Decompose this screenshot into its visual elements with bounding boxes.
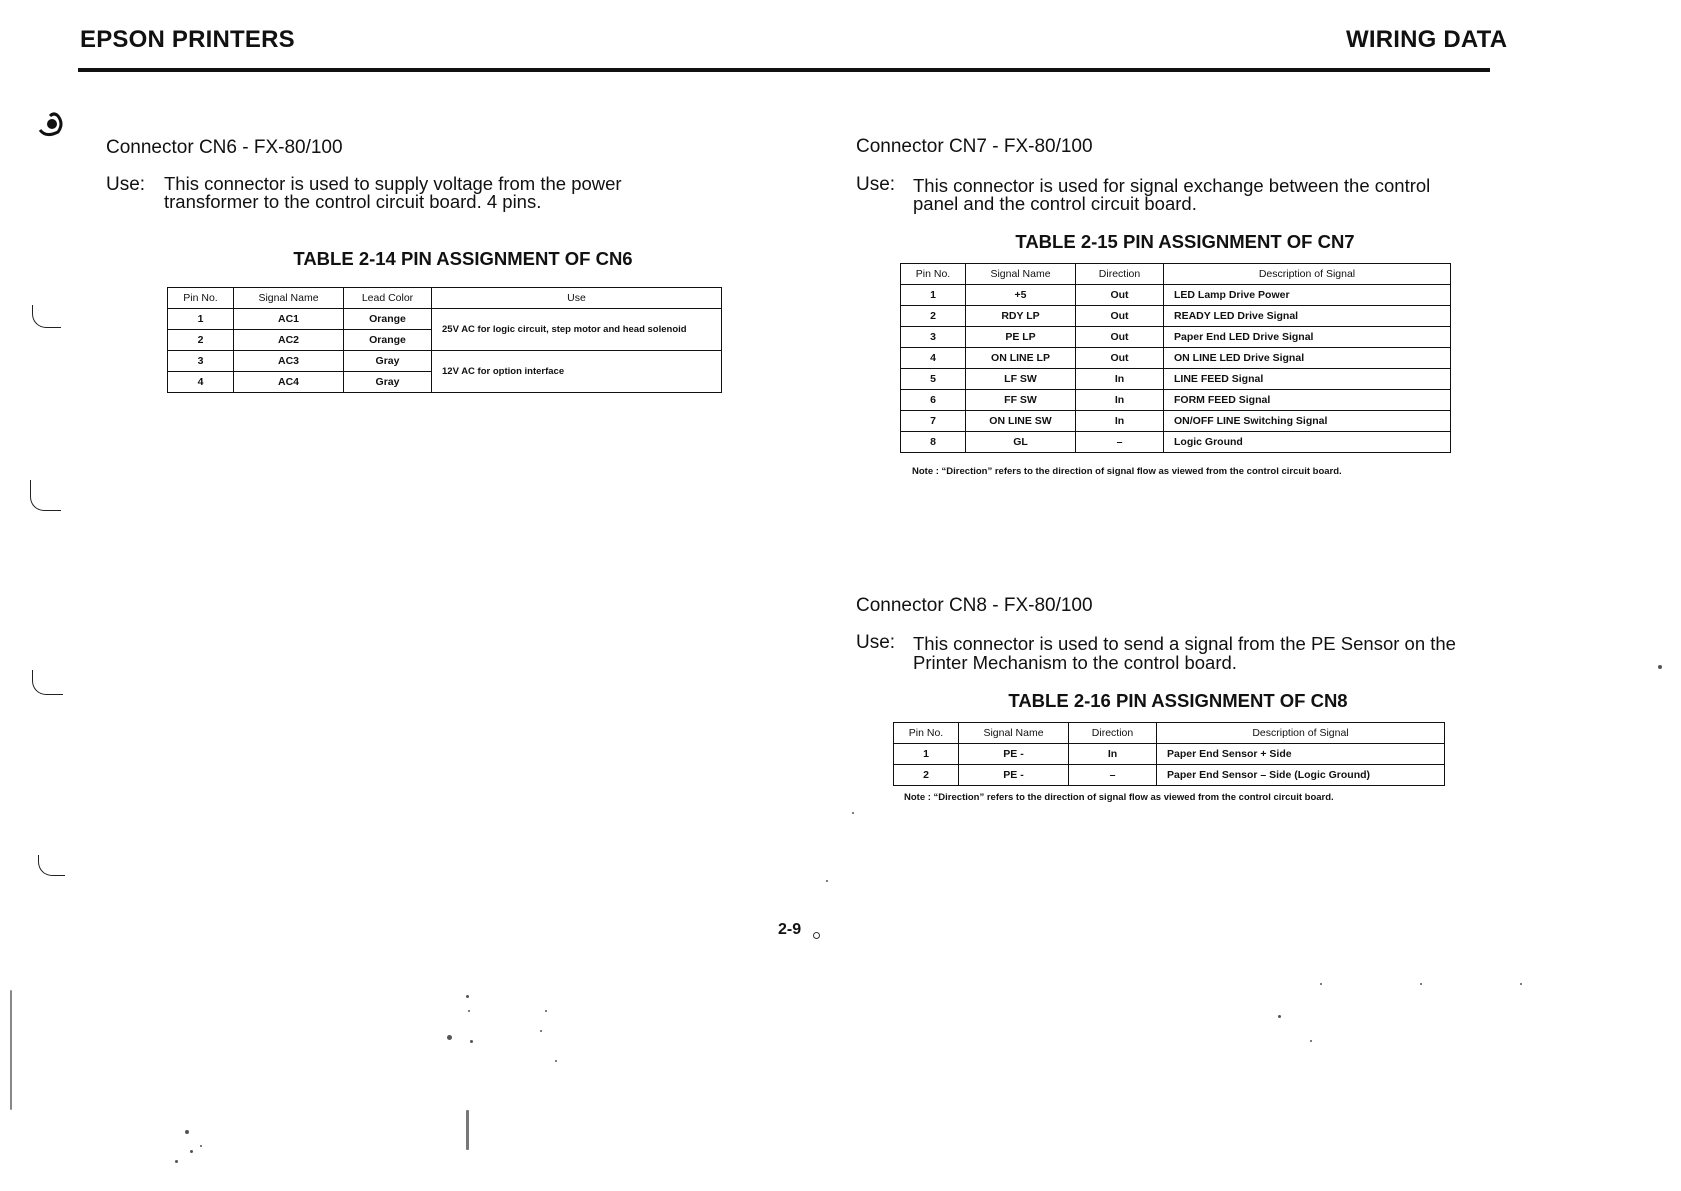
table-row xyxy=(894,744,1445,765)
cn7-use-line2: panel and the control circuit board. xyxy=(913,193,1197,214)
pin-cell: 3 xyxy=(168,351,234,372)
use-cell: 25V AC for logic circuit, step motor and head solenoid xyxy=(432,309,722,351)
signal-cell: ON LINE LP xyxy=(966,348,1076,369)
direction-cell: Out xyxy=(1076,348,1164,369)
col-header: Direction xyxy=(1069,723,1157,744)
description-cell: Paper End LED Drive Signal xyxy=(1164,327,1451,348)
pin-cell: 8 xyxy=(901,432,966,453)
col-header: Pin No. xyxy=(894,723,959,744)
cn8-table xyxy=(893,722,1445,786)
description-cell: LED Lamp Drive Power xyxy=(1164,285,1451,306)
cn6-header-row xyxy=(168,288,722,309)
cn6-use-label: Use: xyxy=(106,174,146,195)
pin-cell: 2 xyxy=(894,765,959,786)
color-cell: Orange xyxy=(344,330,432,351)
col-header: Direction xyxy=(1076,264,1164,285)
signal-cell: AC2 xyxy=(234,330,344,351)
page-number: 2-9 xyxy=(778,921,802,938)
signal-cell: PE LP xyxy=(966,327,1076,348)
description-cell: LINE FEED Signal xyxy=(1164,369,1451,390)
pin-cell: 3 xyxy=(901,327,966,348)
cn7-table-title: TABLE 2-15 PIN ASSIGNMENT OF CN7 xyxy=(1015,231,1355,252)
description-cell: READY LED Drive Signal xyxy=(1164,306,1451,327)
col-header: Lead Color xyxy=(344,288,432,309)
description-cell: Paper End Sensor + Side xyxy=(1157,744,1445,765)
direction-cell: Out xyxy=(1076,306,1164,327)
table-row xyxy=(901,432,1451,453)
stray-dot xyxy=(813,932,820,939)
col-header: Signal Name xyxy=(959,723,1069,744)
signal-cell: RDY LP xyxy=(966,306,1076,327)
table-row xyxy=(901,348,1451,369)
cn6-use-line1: This connector is used to supply voltage from the power xyxy=(164,173,622,194)
table-row xyxy=(901,390,1451,411)
color-cell: Gray xyxy=(344,372,432,393)
margin-mark-3 xyxy=(32,670,63,695)
pin-cell: 2 xyxy=(168,330,234,351)
cn7-use-label: Use: xyxy=(856,174,896,195)
header-rule xyxy=(78,68,1490,72)
color-cell: Orange xyxy=(344,309,432,330)
color-cell: Gray xyxy=(344,351,432,372)
cn8-header-row xyxy=(894,723,1445,744)
table-row xyxy=(901,327,1451,348)
signal-cell: PE - xyxy=(959,744,1069,765)
direction-cell: – xyxy=(1076,432,1164,453)
signal-cell: ON LINE SW xyxy=(966,411,1076,432)
col-header: Description of Signal xyxy=(1164,264,1451,285)
description-cell: Logic Ground xyxy=(1164,432,1451,453)
table-row xyxy=(894,765,1445,786)
direction-cell: In xyxy=(1076,411,1164,432)
signal-cell: AC1 xyxy=(234,309,344,330)
punch-hole-mark xyxy=(36,108,64,138)
direction-cell: In xyxy=(1076,369,1164,390)
table-row xyxy=(901,411,1451,432)
cn8-use-label: Use: xyxy=(856,632,896,653)
margin-mark-1 xyxy=(32,305,61,328)
description-cell: ON/OFF LINE Switching Signal xyxy=(1164,411,1451,432)
col-header: Pin No. xyxy=(901,264,966,285)
signal-cell: GL xyxy=(966,432,1076,453)
direction-cell: Out xyxy=(1076,285,1164,306)
pin-cell: 4 xyxy=(901,348,966,369)
pin-cell: 1 xyxy=(894,744,959,765)
pin-cell: 2 xyxy=(901,306,966,327)
pin-cell: 1 xyxy=(901,285,966,306)
table-row xyxy=(901,306,1451,327)
cn8-use-line2: Printer Mechanism to the control board. xyxy=(913,652,1237,673)
margin-mark-4 xyxy=(38,855,65,876)
description-cell: FORM FEED Signal xyxy=(1164,390,1451,411)
table-row xyxy=(901,285,1451,306)
cn8-use-line1: This connector is used to send a signal from the PE Sensor on the xyxy=(913,633,1456,654)
signal-cell: LF SW xyxy=(966,369,1076,390)
pin-cell: 4 xyxy=(168,372,234,393)
col-header: Use xyxy=(432,288,722,309)
pin-cell: 5 xyxy=(901,369,966,390)
cn7-header-row xyxy=(901,264,1451,285)
table-row xyxy=(168,309,722,330)
direction-cell: Out xyxy=(1076,327,1164,348)
cn6-table-title: TABLE 2-14 PIN ASSIGNMENT OF CN6 xyxy=(293,248,633,269)
col-header: Description of Signal xyxy=(1157,723,1445,744)
cn7-title: Connector CN7 - FX-80/100 xyxy=(856,136,1093,157)
description-cell: ON LINE LED Drive Signal xyxy=(1164,348,1451,369)
col-header: Signal Name xyxy=(234,288,344,309)
col-header: Pin No. xyxy=(168,288,234,309)
header-right-title: WIRING DATA xyxy=(1346,26,1508,53)
signal-cell: +5 xyxy=(966,285,1076,306)
direction-cell: In xyxy=(1076,390,1164,411)
cn6-table xyxy=(167,287,722,393)
direction-cell: In xyxy=(1069,744,1157,765)
table-row xyxy=(901,369,1451,390)
pin-cell: 7 xyxy=(901,411,966,432)
cn7-note: Note : “Direction” refers to the direction of signal flow as viewed from the control circuit board. xyxy=(912,466,1342,477)
cn7-table xyxy=(900,263,1451,453)
table-row xyxy=(168,351,722,372)
signal-cell: AC3 xyxy=(234,351,344,372)
cn8-note: Note : “Direction” refers to the direction of signal flow as viewed from the control circuit board. xyxy=(904,792,1334,803)
cn6-use-line2: transformer to the control circuit board. 4 pins. xyxy=(164,191,542,212)
header-left-title: EPSON PRINTERS xyxy=(80,26,295,53)
col-header: Signal Name xyxy=(966,264,1076,285)
cn8-table-title: TABLE 2-16 PIN ASSIGNMENT OF CN8 xyxy=(1008,690,1348,711)
margin-mark-2 xyxy=(30,480,61,511)
signal-cell: PE - xyxy=(959,765,1069,786)
signal-cell: AC4 xyxy=(234,372,344,393)
cn6-title: Connector CN6 - FX-80/100 xyxy=(106,137,343,158)
pin-cell: 1 xyxy=(168,309,234,330)
pin-cell: 6 xyxy=(901,390,966,411)
description-cell: Paper End Sensor – Side (Logic Ground) xyxy=(1157,765,1445,786)
cn8-title: Connector CN8 - FX-80/100 xyxy=(856,595,1093,616)
use-cell: 12V AC for option interface xyxy=(432,351,722,393)
signal-cell: FF SW xyxy=(966,390,1076,411)
direction-cell: – xyxy=(1069,765,1157,786)
cn7-use-line1: This connector is used for signal exchange between the control xyxy=(913,175,1431,196)
